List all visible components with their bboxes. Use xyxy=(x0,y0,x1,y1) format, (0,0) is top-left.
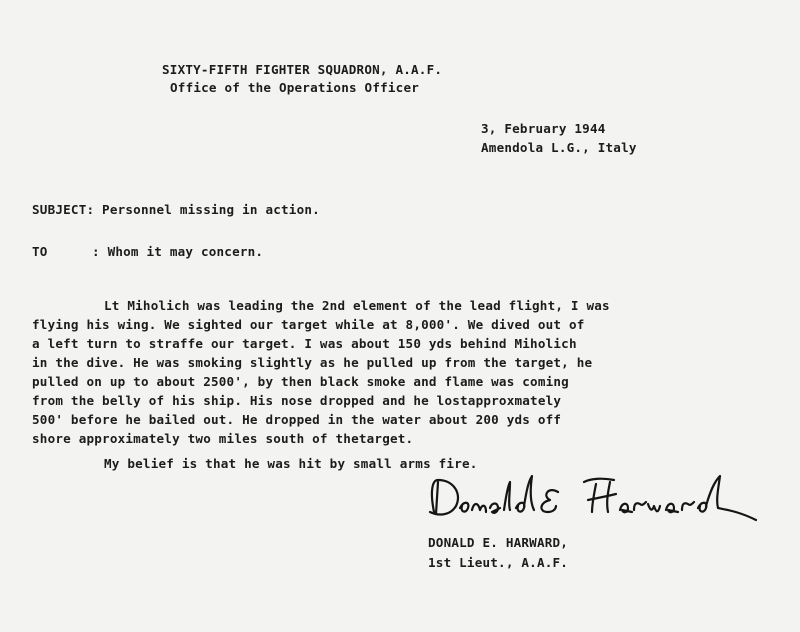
to-label: TO xyxy=(32,244,48,259)
body-line: pulled on up to about 2500', by then black smoke and flame was coming xyxy=(32,374,569,389)
letterhead-unit: SIXTY-FIFTH FIGHTER SQUADRON, A.A.F. xyxy=(162,62,443,77)
body-line: 500' before he bailed out. He dropped in the water about 200 yds off xyxy=(32,412,562,427)
body-line: shore approximately two miles south of thetarget. xyxy=(32,431,414,446)
to-value: : Whom it may concern. xyxy=(92,244,264,259)
body-line: My belief is that he was hit by small arms fire. xyxy=(104,456,478,471)
letter-date: 3, February 1944 xyxy=(481,121,606,136)
letterhead-office: Office of the Operations Officer xyxy=(170,80,420,95)
body-line: Lt Miholich was leading the 2nd element of the lead flight, I was xyxy=(104,298,610,313)
handwritten-signature xyxy=(420,470,780,530)
signatory-name: DONALD E. HARWARD, xyxy=(428,535,569,550)
body-line: a left turn to straffe our target. I was about 150 yds behind Miholich xyxy=(32,336,577,351)
letter-place: Amendola L.G., Italy xyxy=(481,140,637,155)
subject-line: SUBJECT: Personnel missing in action. xyxy=(32,202,320,217)
body-line: flying his wing. We sighted our target while at 8,000'. We dived out of xyxy=(32,317,585,332)
signatory-rank: 1st Lieut., A.A.F. xyxy=(428,555,569,570)
body-line: from the belly of his ship. His nose dropped and he lostapproxmately xyxy=(32,393,562,408)
body-line: in the dive. He was smoking slightly as he pulled up from the target, he xyxy=(32,355,593,370)
